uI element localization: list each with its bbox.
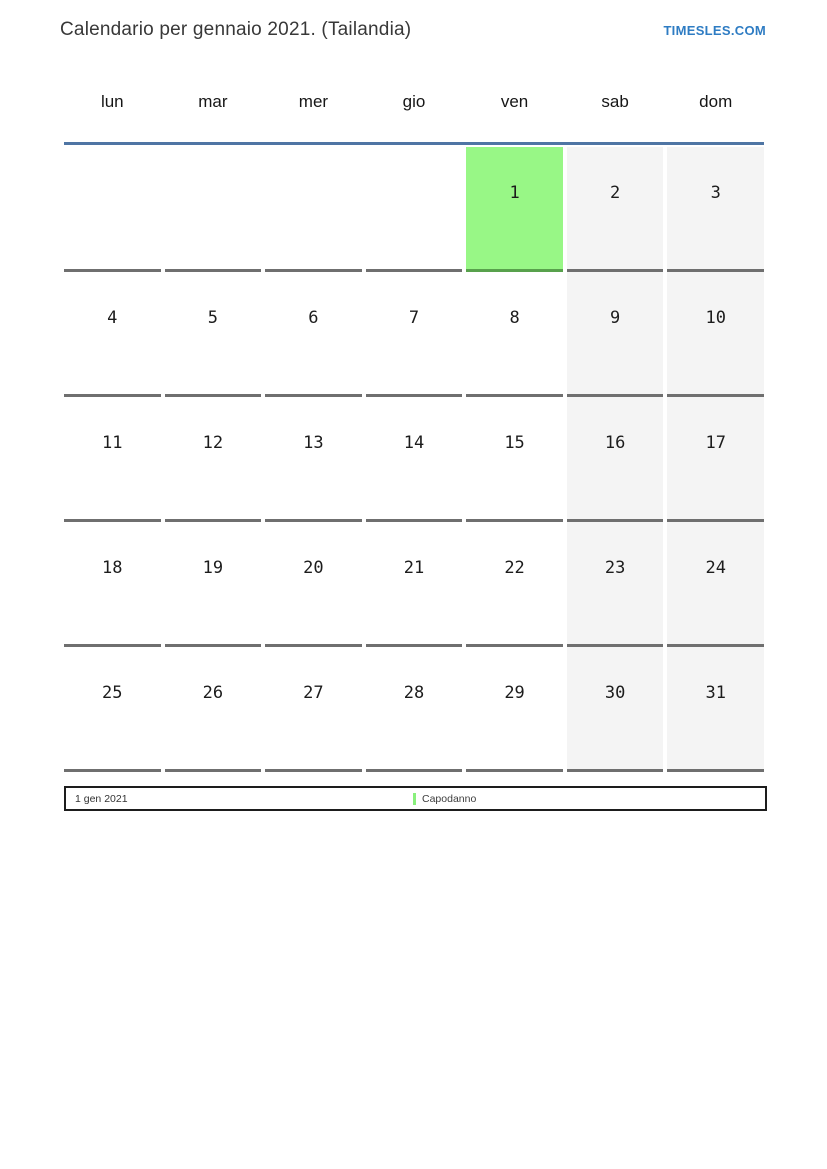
weekday-label-mar: mar	[198, 92, 228, 111]
calendar-grid	[64, 147, 764, 772]
day-cell-15: 15	[466, 397, 563, 522]
brand-link[interactable]: TIMESLES.COM	[663, 23, 766, 38]
header-divider-line	[64, 142, 764, 145]
day-cell-11: 11	[64, 397, 161, 522]
day-cell-16: 16	[567, 397, 664, 522]
weekday-label-gio: gio	[402, 92, 426, 111]
empty-day-cell	[366, 147, 463, 272]
day-cell-28: 28	[366, 647, 463, 772]
day-cell-17: 17	[667, 397, 764, 522]
day-cell-2: 2	[567, 147, 664, 272]
legend-date-range: 1 gen 2021	[75, 792, 128, 805]
day-cell-25: 25	[64, 647, 161, 772]
day-cell-24: 24	[667, 522, 764, 647]
weekday-header-row	[64, 92, 764, 112]
day-cell-26: 26	[165, 647, 262, 772]
weekday-label-ven: ven	[500, 92, 529, 111]
day-cell-31: 31	[667, 647, 764, 772]
day-cell-10: 10	[667, 272, 764, 397]
holiday-marker-icon	[413, 793, 416, 805]
day-cell-9: 9	[567, 272, 664, 397]
day-cell-6: 6	[265, 272, 362, 397]
weekday-label-lun: lun	[100, 92, 124, 111]
day-cell-5: 5	[165, 272, 262, 397]
day-cell-18: 18	[64, 522, 161, 647]
weekday-label-dom: dom	[699, 92, 733, 111]
page-title: Calendario per gennaio 2021. (Tailandia)	[60, 19, 412, 40]
day-cell-20: 20	[265, 522, 362, 647]
day-cell-3: 3	[667, 147, 764, 272]
weekday-label-mer: mer	[298, 92, 329, 111]
holiday-day-cell-1: 1	[466, 147, 563, 272]
empty-day-cell	[165, 147, 262, 272]
day-cell-13: 13	[265, 397, 362, 522]
day-cell-14: 14	[366, 397, 463, 522]
day-cell-19: 19	[165, 522, 262, 647]
weekday-label-sab: sab	[601, 92, 629, 111]
day-cell-30: 30	[567, 647, 664, 772]
day-cell-12: 12	[165, 397, 262, 522]
day-cell-27: 27	[265, 647, 362, 772]
empty-day-cell	[64, 147, 161, 272]
day-cell-4: 4	[64, 272, 161, 397]
legend-item	[413, 793, 476, 805]
legend-event-label: Capodanno	[422, 792, 477, 805]
legend-box	[64, 786, 767, 811]
empty-day-cell	[265, 147, 362, 272]
day-cell-8: 8	[466, 272, 563, 397]
day-cell-21: 21	[366, 522, 463, 647]
day-cell-23: 23	[567, 522, 664, 647]
day-cell-29: 29	[466, 647, 563, 772]
day-cell-22: 22	[466, 522, 563, 647]
day-cell-7: 7	[366, 272, 463, 397]
